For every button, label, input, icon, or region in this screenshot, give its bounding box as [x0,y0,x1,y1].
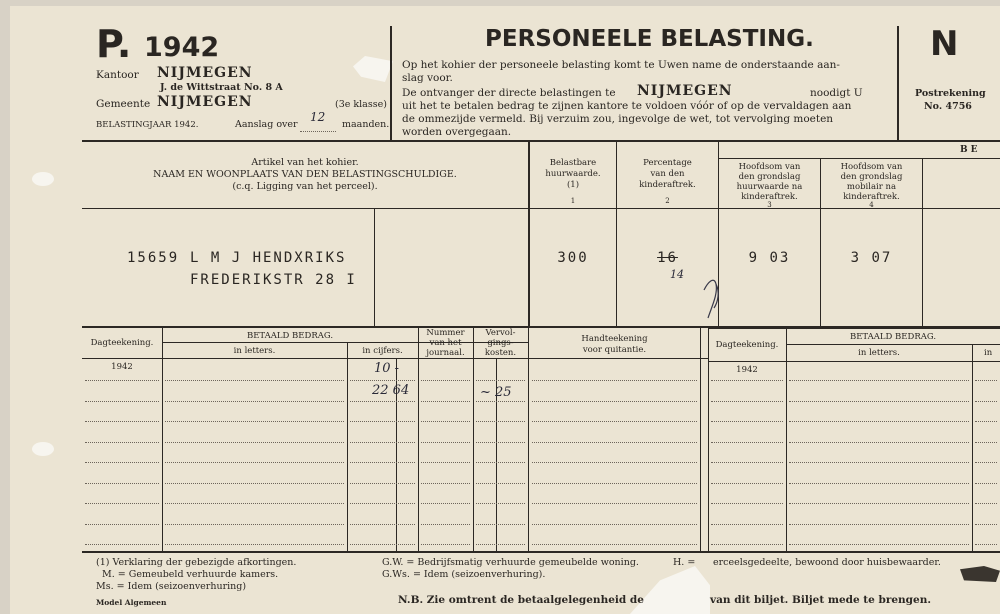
handteekening-header-1: Handteekening [581,334,648,344]
col4-header-1: Hoofdsom van [840,162,903,172]
row-dotline [421,544,470,545]
row-dotline [975,483,997,484]
row-dotline [421,462,470,463]
row-dotline [350,544,415,545]
ink-stain [960,566,1000,582]
nummer-header-2: van het [429,338,462,348]
footer-abbrev-perceels: erceelsgedeelte, bewoond door huisbewaarder. [713,557,941,568]
aanslag-months: 12 [310,110,326,124]
tax-form [10,6,1000,614]
row-dotline [165,524,344,525]
footer-model: Model Algemeen [96,598,167,607]
postrekening-label: Postrekening [915,88,986,99]
punch-hole-bottom [32,442,54,456]
col2-header-3: kinderaftrek. [639,180,696,190]
row-dotline [421,401,470,402]
pay-col-sep-1 [162,328,163,551]
row-dotline [85,380,159,381]
article-header-3: (c.q. Ligging van het perceel). [232,181,378,192]
row-dotline [350,503,415,504]
row-dotline [165,462,344,463]
row-dotline [421,442,470,443]
row-dotline [975,524,997,525]
row-dotline [85,442,159,443]
intro-city: NIJMEGEN [637,83,733,99]
col3-number: 3 [767,201,772,209]
col2-number: 2 [665,197,670,205]
row-dotline [532,462,697,463]
form-code: P. [96,22,132,66]
header-divider-right [897,26,899,140]
row-dotline [476,544,525,545]
row-dotline [85,401,159,402]
n-letter: N [930,24,959,64]
row-dotline [350,442,415,443]
right-betaald-bedrag-header: BETAALD BEDRAG. [849,332,937,342]
row-dotline [165,421,344,422]
footer-abbrev-title: (1) Verklaring der gebezigde afkortingen. [96,557,297,568]
maanden: maanden. [342,119,390,130]
row-dotline [476,442,525,443]
row-dotline [350,483,415,484]
kantoor-address: J. de Wittstraat No. 8 A [160,82,283,93]
right-head-mid [786,344,1000,345]
row-dotline [711,442,783,443]
col2-header-1: Percentage [643,158,692,168]
article-header-2: NAAM EN WOONPLAATS VAN DEN BELASTINGSCHULDIGE. [153,169,457,180]
kantoor-label: Kantoor [96,69,139,81]
row-dotline [711,524,783,525]
col3-header-1: Hoofdsom van [738,162,801,172]
row-dotline [975,421,997,422]
row-dotline [350,524,415,525]
row-dotline [421,380,470,381]
right-payment-year: 1942 [736,365,758,375]
row-dotline [711,380,783,381]
percentage-correction: 14 [670,268,684,281]
vervolg-header-2: gings- [487,338,514,348]
row-dotline [789,421,969,422]
row-dotline [789,483,969,484]
row-dotline [476,401,525,402]
row-dotline [165,380,344,381]
article-number: 15659 [127,250,180,266]
form-title: PERSONEELE BELASTING. [485,26,814,52]
torn-bottom [610,566,710,614]
row-dotline [789,524,969,525]
row-dotline [975,503,997,504]
row-dotline [476,462,525,463]
row-dotline [532,544,697,545]
kantoor-value: NIJMEGEN [157,65,253,81]
klasse: (3e klasse) [335,99,387,110]
col3-header-4: kinderaftrek. [741,192,798,202]
in-cijfers-header: in cijfers. [362,346,403,356]
gemeente-value: NIJMEGEN [157,94,253,110]
col1-header-1: Belastbare [549,158,597,168]
right-dagteekening-header: Dagteekening. [715,340,779,350]
amount-row-2: 22 64 [372,383,410,398]
pay-col-sep-5 [528,328,529,551]
article-header-1: Artikel van het kohier. [251,157,359,168]
row-dotline [532,483,697,484]
payment-year: 1942 [111,362,133,372]
row-dotline [711,544,783,545]
punch-hole-top [32,172,54,186]
right-in-cut-header: in [984,348,993,358]
row-dotline [975,544,997,545]
amount-row-1: 10 - [374,361,400,376]
intro-line-2: slag voor. [402,72,453,84]
col4-header-4: kinderaftrek. [843,192,900,202]
row-dotline [789,442,969,443]
gemeente-label: Gemeente [96,98,151,110]
row-dotline [532,503,697,504]
intro-line-3a: De ontvanger der directe belastingen te [402,87,616,99]
row-dotline [711,483,783,484]
footer-nb-end: van dit biljet. Biljet mede te brengen. [710,594,931,606]
huurwaarde-value: 300 [557,250,589,266]
col1-header-2: huurwaarde. [545,169,601,179]
footer-abbrev-ms: Ms. = Idem (seizoenverhuring) [96,581,247,592]
footer-nb-start: N.B. Zie omtrent de betaalgelegenheid de [398,594,644,606]
hoofdsom-mobilair-value: 3 07 [850,250,893,266]
row-dotline [711,401,783,402]
row-dotline [85,524,159,525]
bel-subheader-rule [718,158,1000,159]
payment-table-bottom [82,551,1000,553]
row-dotline [421,524,470,525]
hoofdsom-huurwaarde-value: 9 03 [748,250,791,266]
row-dotline [532,401,697,402]
payment-head-bottom [82,358,708,359]
pay-col-sep-2 [347,343,348,551]
right-head-bottom [708,361,1000,362]
intro-line-5: de ommezijde vermeld. Bij verzuim zou, ingevolge de wet, tot vervolging moeten [402,113,834,125]
nummer-header-1: Nummer [426,328,465,338]
header-divider-left [390,26,392,140]
footer-abbrev-gws: G.Ws. = Idem (seizoenverhuring). [382,569,546,580]
pay-col-sep-6 [700,328,701,551]
row-dotline [532,421,697,422]
aanslag-label: Aanslag over [235,119,298,130]
row-dotline [476,421,525,422]
row-dotline [711,503,783,504]
check-mark-icon [700,272,724,324]
row-dotline [789,380,969,381]
pay-col-sep-4 [473,328,474,551]
row-dotline [476,483,525,484]
row-dotline [165,483,344,484]
intro-line-6: worden overgegaan. [402,126,512,138]
nummer-header-3: journaal. [426,348,465,358]
row-dotline [789,462,969,463]
vervolgingskosten-value: ~ 25 [480,385,512,400]
footer-abbrev-gw: G.W. = Bedrijfsmatig verhuurde gemeubelde woning. [382,557,639,568]
col3-header-2: den grondslag [738,172,801,182]
dagteekening-header: Dagteekening. [90,338,154,348]
row-dotline [350,401,415,402]
torn-corner [353,56,393,82]
col4-header-2: den grondslag [840,172,903,182]
row-dotline [165,544,344,545]
col2-header-2: van den [650,169,685,179]
in-letters-header: in letters. [233,346,276,356]
pay-col-sep-3 [418,328,419,551]
row-dotline [975,442,997,443]
row-dotline [85,503,159,504]
row-dotline [421,421,470,422]
row-dotline [711,421,783,422]
row-dotline [532,380,697,381]
taxpayer-street: FREDERIKSTR 28 I [190,272,357,288]
footer-abbrev-m: M. = Gemeubeld verhuurde kamers. [102,569,279,580]
row-dotline [165,503,344,504]
intro-line-1: Op het kohier der personeele belasting komt te Uwen name de onderstaande aan- [402,59,840,71]
row-dotline [975,401,997,402]
postrekening-number: No. 4756 [924,101,972,112]
table-top-rule [82,140,1000,142]
right-col-sep-1 [786,328,787,551]
col4-header-3: mobilair na [846,182,897,192]
col1-header-3: (1) [566,180,580,190]
row-dotline [789,401,969,402]
vervolg-header-1: Vervol- [485,328,516,338]
row-dotline [476,380,525,381]
col-group-header-cut: BE [960,145,981,155]
footer-abbrev-h: H. = [673,557,696,568]
row-dotline [476,524,525,525]
row-dotline [532,524,697,525]
vervolg-header-3: kosten. [484,348,517,358]
form-year: 1942 [144,32,220,63]
row-dotline [85,483,159,484]
aanslag-months-dotline [300,131,336,132]
intro-line-3b: noodigt U [810,87,863,99]
taxpayer-name: L M J HENDXRIKS [190,250,347,266]
right-col-sep-2 [972,345,973,551]
row-dotline [350,380,415,381]
col-sep-5 [922,158,923,326]
percentage-value: 16 [657,250,678,266]
row-dotline [789,503,969,504]
belastingjaar: BELASTINGJAAR 1942. [96,120,199,130]
row-dotline [476,503,525,504]
row-dotline [85,421,159,422]
row-dotline [165,442,344,443]
col3-header-3: huurwaarde na [736,182,803,192]
row-dotline [789,544,969,545]
row-dotline [85,462,159,463]
row-dotline [165,401,344,402]
row-dotline [975,380,997,381]
row-dotline [350,462,415,463]
right-in-letters-header: in letters. [858,348,900,358]
row-dotline [350,421,415,422]
betaald-bedrag-header: BETAALD BEDRAG. [246,331,334,341]
intro-line-4: uit het te betalen bedrag te zijnen kantore te voldoen vóór of op de vervaldagen aan [402,100,852,112]
handteekening-header-2: voor quitantie. [582,345,647,355]
col-sep-article [374,209,375,326]
row-dotline [421,483,470,484]
col4-number: 4 [869,201,874,209]
row-dotline [532,442,697,443]
row-dotline [85,544,159,545]
row-dotline [975,462,997,463]
row-dotline [711,462,783,463]
right-head-top [708,328,1000,329]
row-dotline [421,503,470,504]
col1-number: 1 [570,197,576,205]
